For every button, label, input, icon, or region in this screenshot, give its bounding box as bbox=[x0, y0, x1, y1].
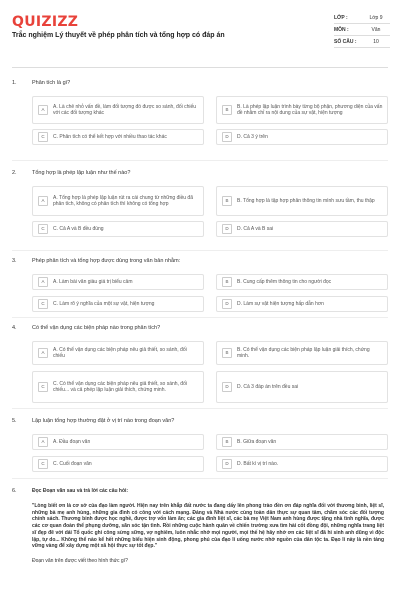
question-text: Tổng hợp là phép lập luận như thế nào? bbox=[32, 170, 131, 176]
option-a[interactable] bbox=[32, 274, 204, 290]
option-text: D. Bất kì vị trí nào. bbox=[237, 460, 279, 467]
option-text: A. Đầu đoạn văn bbox=[53, 438, 91, 445]
meta-class-value: Lớp 9 bbox=[369, 14, 383, 21]
question-number: 4. bbox=[12, 325, 17, 331]
question-1 bbox=[12, 80, 388, 140]
option-d[interactable] bbox=[216, 456, 388, 472]
option-text: C. Cả A và B đều đúng bbox=[53, 225, 104, 232]
option-text: C. Phân tích có thể kết hợp với nhiều thao tác khác bbox=[53, 133, 167, 140]
meta-subject-value: Văn bbox=[371, 26, 381, 33]
question-text: Lập luận tổng hợp thường đặt ở vị trí nào trong đoạn văn? bbox=[32, 418, 175, 424]
option-letter: A bbox=[38, 437, 48, 447]
question-text: Phép phân tích và tổng hợp được dùng trong văn bản nhằm: bbox=[32, 258, 181, 264]
option-b[interactable] bbox=[216, 186, 388, 216]
option-letter: D bbox=[222, 382, 232, 392]
option-d[interactable] bbox=[216, 221, 388, 237]
meta-count-value: 10 bbox=[373, 38, 379, 45]
option-a[interactable] bbox=[32, 186, 204, 216]
option-letter: C bbox=[38, 299, 48, 309]
option-letter: D bbox=[222, 132, 232, 142]
question-number: 2. bbox=[12, 170, 17, 176]
meta-class-row bbox=[334, 12, 390, 24]
option-text: A. Có thể vận dụng các biện pháp nêu giả thiết, so sánh, đối chiếu bbox=[53, 346, 187, 359]
reading-passage bbox=[32, 488, 384, 565]
option-text: B. Tổng hợp là tập hợp phân thông tin mình sưu tầm, thu thập bbox=[237, 197, 375, 204]
option-c[interactable] bbox=[32, 296, 204, 312]
option-letter: A bbox=[38, 105, 48, 115]
option-text: A. Làm bài văn giàu giá trị biểu cảm bbox=[53, 278, 133, 285]
option-text: B. Là phép lập luận trình bày từng bộ phận, phương diện của vấn đề nhằm chỉ ra nội dung của sự vật, hiện tượng bbox=[237, 103, 383, 116]
meta-count-label: SỐ CÂU : bbox=[334, 38, 357, 45]
question-divider bbox=[12, 317, 388, 318]
option-b[interactable] bbox=[216, 274, 388, 290]
question-number: 6. bbox=[12, 488, 17, 494]
option-letter: A bbox=[38, 277, 48, 287]
question-3 bbox=[12, 258, 388, 307]
option-letter: B bbox=[222, 437, 232, 447]
option-letter: C bbox=[38, 224, 48, 234]
question-number: 5. bbox=[12, 418, 17, 424]
option-text: B. Cung cấp thêm thông tin cho người đọc bbox=[237, 278, 332, 285]
option-letter: C bbox=[38, 132, 48, 142]
option-text: D. Cả 3 ý trên bbox=[237, 133, 268, 140]
brand-logo: QUIZIZZ bbox=[12, 14, 79, 30]
passage-title: Đọc Đoạn văn sau và trả lời các câu hỏi: bbox=[32, 488, 129, 494]
option-letter: D bbox=[222, 299, 232, 309]
meta-class-label: LỚP : bbox=[334, 14, 348, 21]
option-a[interactable] bbox=[32, 341, 204, 365]
question-number: 3. bbox=[12, 258, 17, 264]
question-divider bbox=[12, 478, 388, 479]
option-text: A. Là chẻ nhỏ vấn đề, làm đối tượng đó được so sánh, đối chiếu với các đối tượng khác bbox=[53, 103, 197, 116]
meta-count-row bbox=[334, 36, 390, 48]
option-b[interactable] bbox=[216, 341, 388, 365]
option-c[interactable] bbox=[32, 371, 204, 403]
option-text: D. Cả 3 đáp án trên đều sai bbox=[237, 383, 299, 390]
question-divider bbox=[12, 408, 388, 409]
option-b[interactable] bbox=[216, 96, 388, 124]
option-text: A. Tổng hợp là phép lập luận rút ra cái chung từ những điều đã phân tích, không có phân tích thì không có tổng hợp bbox=[53, 194, 193, 207]
option-letter: C bbox=[38, 459, 48, 469]
question-4 bbox=[12, 325, 388, 393]
option-letter: B bbox=[222, 196, 232, 206]
question-divider bbox=[12, 160, 388, 161]
option-letter: A bbox=[38, 196, 48, 206]
option-text: C. Có thể vận dụng các biện pháp nêu giả thiết, so sánh, đối chiếu... và cả phép lập luận giải thích, chứng minh. bbox=[53, 380, 187, 393]
passage-body: "Lòng biết ơn là cơ sở của đạo làm người. Hiện nay trên khắp đất nước ta đang dấy lên phong trào đền ơn đáp nghĩa đối với thương binh, liệt sĩ, những bà mẹ anh hùng, những gia đình có công với cách mạng. Đảng và Nhà nước cùng toàn dân thực sự quan tâm, chăm sóc các đối tượng chính sách. Thương binh được học nghề, được trợ vốn làm ăn; các gia đình liệt sĩ, các bà mẹ Việt Nam anh hùng được tặng nhà tình nghĩa, được các cơ quan đoàn thể phụng dưỡng, săn sóc tận tình. Rồi những cuộc hành quân về chiến trường xưa tìm hài cốt đồng đội, những nghĩa trang liệt sĩ đẹp đẽ với dải Tổ quốc ghi công sừng sững, vợ nghiêm, luôn nhắc nhở mọi người, mọi thế hệ hãy nhớ ơn các liệt sĩ đã hi sinh anh dũng vì độc lập, tự do... Không thể nào kể hết những biểu hiện sinh động, phong phú của đạo lí uống nước nhớ nguồn của dân tộc ta. Đạo lí này là nền tảng vững vàng để xây dựng một xã hội thực sự tốt đẹp." bbox=[32, 502, 384, 550]
option-d[interactable] bbox=[216, 371, 388, 403]
option-d[interactable] bbox=[216, 296, 388, 312]
option-letter: B bbox=[222, 105, 232, 115]
question-text: Phân tích là gì? bbox=[32, 80, 71, 86]
question-2 bbox=[12, 170, 388, 232]
option-text: B. Có thể vận dụng các biện pháp lập luận giải thích, chứng minh. bbox=[237, 346, 370, 359]
option-letter: C bbox=[38, 382, 48, 392]
option-c[interactable] bbox=[32, 456, 204, 472]
option-text: B. Giữa đoạn văn bbox=[237, 438, 277, 445]
question-text: Có thể vận dụng các biện pháp nào trong phân tích? bbox=[32, 325, 161, 331]
option-a[interactable] bbox=[32, 96, 204, 124]
question-divider bbox=[12, 250, 388, 251]
meta-panel bbox=[334, 12, 390, 48]
option-b[interactable] bbox=[216, 434, 388, 450]
option-a[interactable] bbox=[32, 434, 204, 450]
option-letter: D bbox=[222, 224, 232, 234]
question-5 bbox=[12, 418, 388, 467]
next-question-text: Đoạn văn trên được viết theo hình thức gì? bbox=[32, 558, 128, 564]
option-letter: B bbox=[222, 348, 232, 358]
meta-subject-label: MÔN : bbox=[334, 26, 349, 33]
option-letter: D bbox=[222, 459, 232, 469]
page-title: Trắc nghiệm Lý thuyết về phép phân tích và tổng hợp có đáp án bbox=[12, 32, 225, 39]
header-divider bbox=[12, 67, 388, 68]
option-text: C. Làm rõ ý nghĩa của một sự vật, hiện tượng bbox=[53, 300, 155, 307]
option-c[interactable] bbox=[32, 129, 204, 145]
question-number: 1. bbox=[12, 80, 17, 86]
option-text: C. Cuối đoạn văn bbox=[53, 460, 92, 467]
meta-subject-row bbox=[334, 24, 390, 36]
option-text: D. Làm sự vật hiện tượng hấp dẫn hơn bbox=[237, 300, 324, 307]
option-d[interactable] bbox=[216, 129, 388, 145]
option-letter: B bbox=[222, 277, 232, 287]
option-letter: A bbox=[38, 348, 48, 358]
option-text: D. Cả A và B sai bbox=[237, 225, 274, 232]
option-c[interactable] bbox=[32, 221, 204, 237]
